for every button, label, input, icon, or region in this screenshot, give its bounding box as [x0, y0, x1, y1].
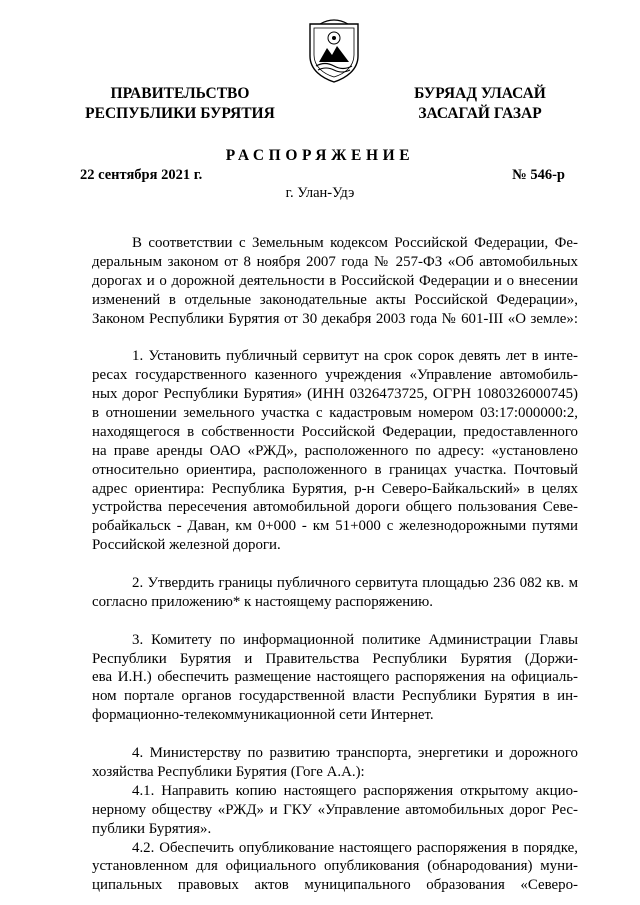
text-line: относительно ориентира, расположенного в границах участка. Почтовый: [92, 461, 578, 478]
paragraph-4: [92, 744, 578, 782]
text-line: ева И.Н.) обеспечить размещение настоящего распоряжения на официаль-: [92, 669, 578, 686]
paragraph-2: [92, 574, 578, 612]
text-line: находящегося в собственности Российской Федерации, предоставленного: [92, 423, 578, 440]
text-line: 4.1. Направить копию настоящего распоряжения открытому акцио-: [132, 782, 578, 799]
issuer-name-buryat: [380, 84, 580, 124]
coat-of-arms-emblem: [306, 18, 362, 84]
issuer-name-russian: [70, 84, 290, 124]
text-line: Российской железной дороги.: [92, 537, 281, 554]
preamble-paragraph: [92, 234, 578, 328]
text-line: Законом Республики Бурятия от 30 декабря 2003 года № 601-III «О земле»:: [92, 310, 578, 327]
text-line: ном портале органов государственной власти Республики Бурятия в ин-: [92, 688, 578, 705]
text-line: 4.2. Обеспечить опубликование настоящего распоряжения в порядке,: [132, 839, 578, 856]
text-line: в отношении земельного участка с кадастровым номером 03:17:000000:2,: [92, 405, 578, 422]
document-body: [92, 234, 578, 895]
paragraph-3: [92, 631, 578, 725]
document-title: РАСПОРЯЖЕНИЕ: [225, 147, 415, 164]
issuer-line-1: БУРЯАД УЛАСАЙ: [414, 85, 546, 102]
text-line: адрес ориентира: Республика Бурятия, р-н Северо-Байкальский» в целях: [92, 480, 578, 497]
text-line: 2. Утвердить границы публичного сервитута площадью 236 082 кв. м: [132, 575, 578, 592]
issuer-line-2: РЕСПУБЛИКИ БУРЯТИЯ: [85, 105, 275, 122]
document-date: 22 сентября 2021 г.: [80, 167, 203, 183]
text-line: публики Бурятия».: [92, 820, 212, 837]
paragraph-1: [92, 347, 578, 555]
document-city: г. Улан-Удэ: [285, 185, 355, 201]
text-line: деральным законом от 8 ноября 2007 года № 257-ФЗ «Об автомобильных: [92, 253, 578, 270]
text-line: нерному обществу «РЖД» и ГКУ «Управление автомобильных дорог Рес-: [92, 801, 578, 818]
text-line: устройства пересечения автомобильной дороги общего пользования Севе-: [92, 499, 578, 516]
text-line: изменений в отдельные законодательные акты Российской Федерации»,: [92, 291, 578, 308]
text-line: 3. Комитету по информационной политике Администрации Главы: [132, 631, 578, 648]
text-line: 1. Установить публичный сервитут на срок сорок девять лет в инте-: [132, 348, 578, 365]
text-line: ресах государственного казенного учреждения «Управление автомобиль-: [92, 367, 578, 384]
text-line: хозяйства Республики Бурятия (Гоге А.А.):: [92, 763, 365, 780]
text-line: формационно-телекоммуникационной сети Интернет.: [92, 707, 434, 724]
paragraph-4-2: [92, 839, 578, 896]
text-line: ных дорог Республики Бурятия» (ИНН 0326473725, ОГРН 1080326000745): [92, 386, 578, 403]
text-line: на праве аренды ОАО «РЖД», расположенного по адресу: «установлено: [92, 442, 578, 459]
text-line: согласно приложению* к настоящему распоряжению.: [92, 593, 433, 610]
issuer-line-1: ПРАВИТЕЛЬСТВО: [110, 85, 250, 102]
text-line: Республики Бурятия и Правительства Республики Бурятия (Доржи-: [92, 650, 578, 667]
text-line: робайкальск - Даван, км 0+000 - км 51+000 с железнодорожными путями: [92, 518, 578, 535]
text-line: 4. Министерству по развитию транспорта, энергетики и дорожного: [132, 745, 578, 762]
text-line: дорогах и о дорожной деятельности в Российской Федерации и о внесении: [92, 272, 578, 289]
text-line: ципальных правовых актов муниципального образования «Северо-: [92, 877, 578, 894]
issuer-line-2: ЗАСАГАЙ ГАЗАР: [418, 105, 542, 122]
text-line: В соответствии с Земельным кодексом Российской Федерации, Фе-: [132, 235, 578, 251]
text-line: установленном для официального опубликования (обнародования) муни-: [92, 858, 578, 875]
paragraph-4-1: [92, 782, 578, 839]
document-number: № 546-р: [512, 167, 565, 183]
